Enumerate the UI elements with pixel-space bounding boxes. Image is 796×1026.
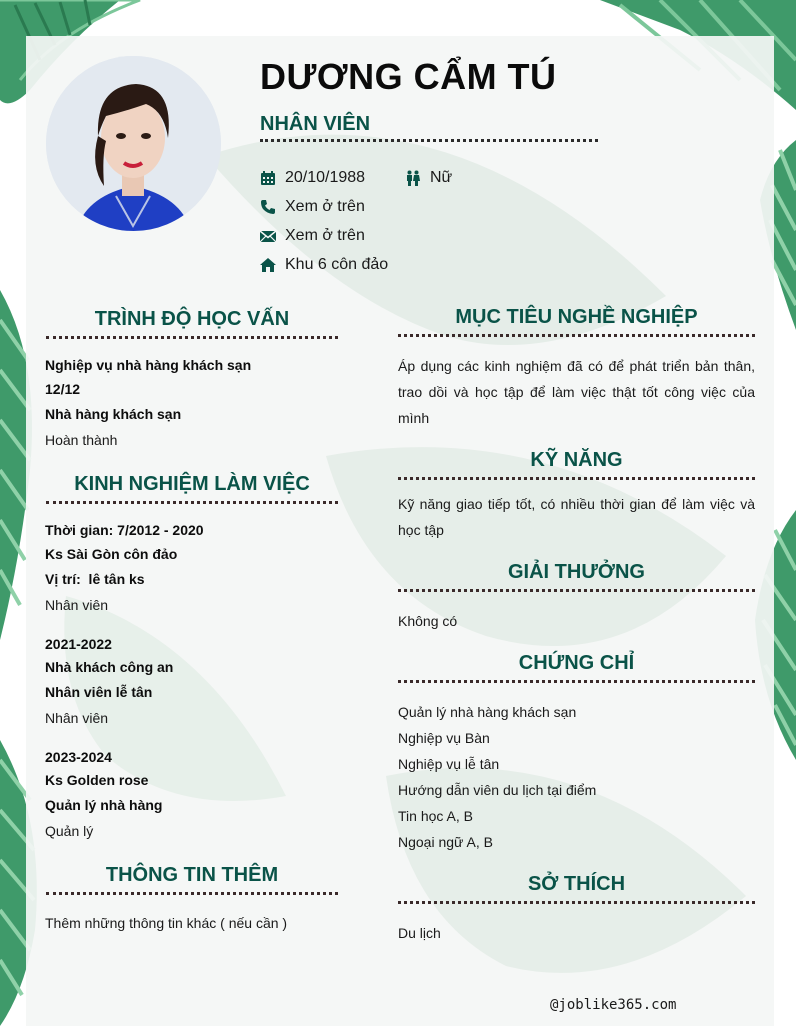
email-row bbox=[260, 227, 365, 245]
experience-time: 2023-2024 bbox=[45, 749, 112, 765]
experience-position: Nhân viên lễ tân bbox=[45, 684, 153, 700]
certificate-item: Ngoại ngữ A, B bbox=[398, 834, 493, 850]
experience-desc: Quản lý bbox=[45, 823, 94, 839]
experience-position: Vị trí: lê tân ks bbox=[45, 571, 145, 587]
extra-title: THÔNG TIN THÊM bbox=[105, 864, 279, 886]
gender-icon bbox=[405, 170, 421, 186]
phone-icon bbox=[260, 199, 276, 215]
birthdate-row bbox=[260, 169, 365, 187]
candidate-role: NHÂN VIÊN bbox=[260, 113, 371, 135]
experience-company: Ks Golden rose bbox=[45, 772, 149, 788]
certificate-item: Tin học A, B bbox=[398, 808, 473, 824]
experience-position: Quản lý nhà hàng bbox=[45, 797, 163, 813]
experience-company: Nhà khách công an bbox=[45, 659, 174, 675]
email: Xem ở trên bbox=[285, 227, 365, 244]
mail-icon bbox=[260, 228, 276, 244]
certificates-divider bbox=[398, 680, 755, 683]
hobbies-divider bbox=[398, 901, 755, 904]
address-row bbox=[260, 256, 388, 274]
certificate-item: Quản lý nhà hàng khách sạn bbox=[398, 704, 577, 720]
home-icon bbox=[260, 257, 276, 273]
role-divider bbox=[260, 139, 598, 142]
education-school: Nhà hàng khách sạn bbox=[45, 406, 182, 422]
experience-divider bbox=[46, 501, 338, 504]
education-status: Hoàn thành bbox=[45, 432, 118, 448]
calendar-icon bbox=[260, 170, 276, 186]
phone-row bbox=[260, 198, 365, 216]
awards-divider bbox=[398, 589, 755, 592]
education-major: Nghiệp vụ nhà hàng khách sạn bbox=[45, 357, 252, 373]
objective-text: Áp dụng các kinh nghiệm đã có để phát triển bản thân, trao dồi và học tập để làm việc thật tốt công việc của mình bbox=[398, 358, 755, 426]
experience-desc: Nhân viên bbox=[45, 710, 109, 726]
gender: Nữ bbox=[430, 169, 453, 186]
phone: Xem ở trên bbox=[285, 198, 365, 215]
experience-title: KINH NGHIỆM LÀM VIỆC bbox=[74, 473, 310, 495]
skills-text: Kỹ năng giao tiếp tốt, có nhiều thời gian để làm việc và học tập bbox=[398, 496, 755, 538]
experience-desc: Nhân viên bbox=[45, 597, 109, 613]
birthdate: 20/10/1988 bbox=[285, 169, 366, 186]
objective-divider bbox=[398, 334, 755, 337]
certificates-title: CHỨNG CHỈ bbox=[518, 652, 635, 674]
experience-time: Thời gian: 7/2012 - 2020 bbox=[45, 522, 204, 538]
certificate-item: Nghiệp vụ Bàn bbox=[398, 730, 490, 746]
certificate-item: Hướng dẫn viên du lịch tại điểm bbox=[398, 782, 597, 798]
objective-title: MỤC TIÊU NGHỀ NGHIỆP bbox=[455, 306, 698, 328]
extra-text: Thêm những thông tin khác ( nếu cần ) bbox=[45, 915, 288, 931]
candidate-name: DƯƠNG CẨM TÚ bbox=[260, 56, 557, 97]
footer-watermark: @joblike365.com bbox=[550, 997, 677, 1013]
education-divider bbox=[46, 336, 338, 339]
skills-divider bbox=[398, 477, 755, 480]
extra-divider bbox=[46, 892, 338, 895]
experience-time: 2021-2022 bbox=[45, 636, 112, 652]
address: Khu 6 côn đảo bbox=[285, 256, 389, 273]
experience-company: Ks Sài Gòn côn đảo bbox=[45, 546, 178, 562]
education-title: TRÌNH ĐỘ HỌC VẤN bbox=[94, 308, 290, 330]
gender-row bbox=[405, 169, 452, 187]
certificate-item: Nghiệp vụ lễ tân bbox=[398, 756, 500, 772]
avatar bbox=[46, 56, 221, 231]
hobbies-title: SỞ THÍCH bbox=[527, 873, 626, 895]
awards-title: GIẢI THƯỞNG bbox=[508, 561, 645, 583]
skills-title: KỸ NĂNG bbox=[530, 449, 623, 471]
hobbies-text: Du lịch bbox=[398, 925, 441, 941]
awards-text: Không có bbox=[398, 613, 458, 629]
education-time: 12/12 bbox=[45, 381, 81, 397]
